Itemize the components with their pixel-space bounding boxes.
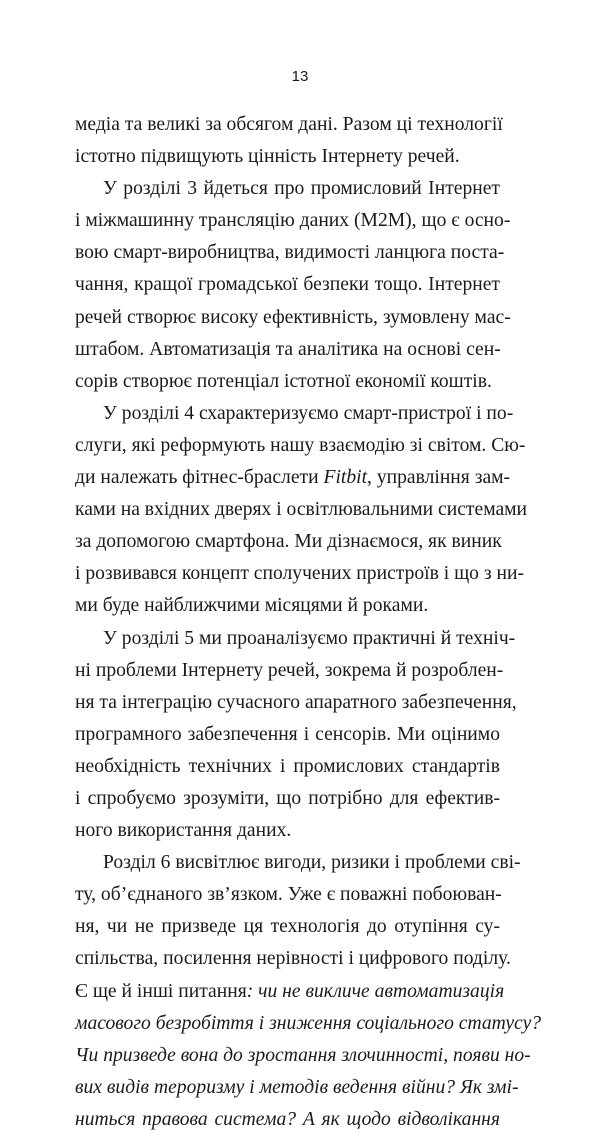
text-segment: необхідність технічних і промислових стандартів [75,755,500,777]
text-line [75,590,500,622]
text-segment: ні проблеми Інтернету речей, зокрема й розроблен- [75,659,504,681]
text-segment: Розділ 6 висвітлює вигоди, ризики і проблеми сві- [103,852,521,874]
text-segment: ня, чи не призведе ця технологія до отупіння су- [75,916,500,938]
text-line [75,1040,531,1072]
text-segment: істотно підвищують цінність Інтернету речей. [75,146,460,168]
text-line [75,943,511,975]
text-segment: ками на вхідних дверях і освітлювальними системами [75,499,528,521]
text-line [75,719,500,751]
text-line [75,205,511,237]
text-line [75,302,511,334]
text-segment: У розділі 4 схарактеризуємо смарт-пристрої і по- [103,402,514,424]
italic-text-segment: Fitbit [323,467,368,489]
text-line [75,1072,519,1104]
text-line [75,237,505,269]
text-segment: ня та інтеграцію сучасного апаратного забезпечення, [75,691,517,713]
text-line [75,558,525,590]
text-line [75,687,517,719]
text-segment: , управління зам- [367,467,511,489]
text-segment: вою смарт-виробництва, видимості ланцюга поста- [75,242,505,264]
text-line [75,366,500,398]
text-line [75,462,511,494]
text-segment: У розділі 3 йдеться про промисловий Інтернет [103,178,500,200]
page-number: 13 [291,68,309,85]
italic-text-segment: Чи призведе вона до зростання злочинності, появи но- [75,1044,531,1066]
text-segment: чання, кращої громадської безпеки тощо. Інтернет [75,274,500,296]
text-segment: У розділі 5 ми проаналізуємо практичні й техніч- [103,627,516,649]
text-line [75,494,528,526]
italic-text-segment: ниться правова система? А як щодо відволікання [75,1108,500,1130]
text-segment: і спробуємо зрозуміти, що потрібно для ефектив- [75,787,500,809]
text-line [75,655,504,687]
text-line [75,109,503,141]
text-segment: штабом. Автоматизація та аналітика на основі сен- [75,338,501,360]
text-segment: ту, об’єднаного зв’язком. Уже є поважні побоюван- [75,884,502,906]
text-line [75,847,521,879]
text-line [75,815,500,847]
text-segment: і розвивався концепт сполучених пристроїв і що з ни- [75,563,525,585]
text-line [75,751,500,783]
text-line [75,334,500,366]
text-segment: Є ще й інші питання [75,980,247,1002]
text-segment: за допомогою смартфона. Ми дізнаємося, як виник [75,531,502,553]
text-line [75,430,526,462]
text-segment: програмного забезпечення і сенсорів. Ми оцінимо [75,723,500,745]
text-line [75,173,500,205]
italic-text-segment: масового безробіття і зниження соціального статусу? [75,1012,542,1034]
text-segment: ми буде найближчими місяцями й роками. [75,595,429,617]
text-segment: медіа та великі за обсягом дані. Разом ці технології [75,114,503,135]
text-segment: і міжмашинну трансляцію даних (M2M), що є осно- [75,210,511,232]
text-segment: ди належать фітнес-браслети [75,467,324,489]
text-line [75,1104,500,1136]
text-segment: спільства, посилення нерівності і цифрового поділу. [75,948,511,970]
italic-text-segment: вих видів тероризму і методів ведення війни? Як змі- [75,1076,519,1098]
text-segment: сорів створює потенціал істотної економії коштів. [75,370,492,392]
text-segment: ного використання даних. [75,820,292,842]
text-line [75,526,500,558]
text-line [75,269,500,301]
text-segment: слуги, які реформують нашу взаємодію зі світом. Сю- [75,434,526,456]
text-line [75,141,500,173]
text-line [75,976,505,1008]
text-line [75,879,500,911]
text-segment: речей створює високу ефективність, зумовлену мас- [75,306,511,328]
text-line [75,911,500,943]
text-line [75,783,500,815]
text-line [75,1008,542,1040]
italic-text-segment: : чи не викличе автоматизація [246,980,505,1002]
text-line [75,623,516,655]
text-line [75,398,514,430]
body-text [75,109,542,1136]
